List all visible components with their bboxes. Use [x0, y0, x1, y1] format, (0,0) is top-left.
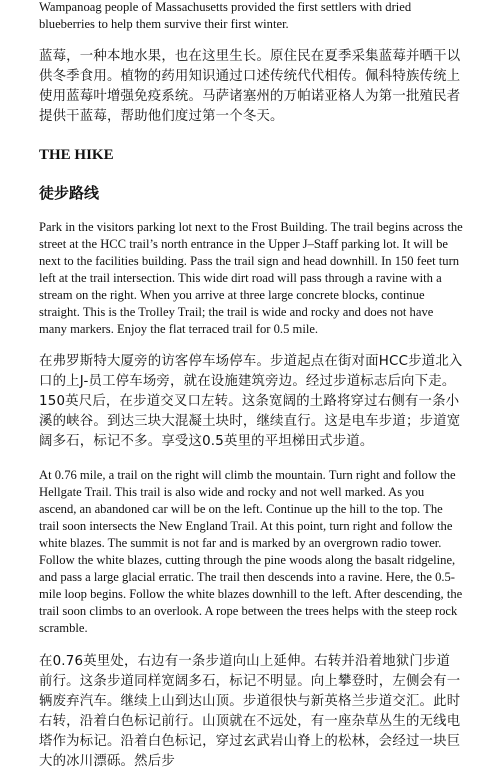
paragraph-blueberry-chinese: 蓝莓，一种本地水果，也在这里生长。原住民在夏季采集蓝莓并晒干以供冬季食用。植物的药用知识通过口述传统代代相传。佩科特族传统上使用蓝莓叶增强免疫系统。马萨诸塞州的万帕诺亚格人为第一批殖民者提供干蓝莓，帮助他们度过第一个冬天。	[39, 49, 461, 124]
paragraph-parking-chinese: 在弗罗斯特大厦旁的访客停车场停车。步道起点在街对面HCC步道北入口的上J-员工停车场旁，就在设施建筑旁边。经过步道标志后向下走。150英尺后，在步道交叉口左转。这条宽阔的土路将穿过右侧有一条小溪的峡谷。到达三块大混凝土块时，继续直行。这是电车步道；步道宽阔多石，标记不多。享受这0.5英里的平坦梯田式步道。	[39, 354, 463, 449]
document-page	[39, 0, 463, 772]
paragraph-parking-english: Park in the visitors parking lot next to the Frost Building. The trail begins across the street at the HCC trail’s north entrance in the Upper J–Staff parking lot. It will be next to the facilities building. Pass the trail sign and head downhill. In 150 feet turn left at the trail intersection. This wide dirt road will pass through a ravine with a stream on the right. When you arrive at three large concrete blocks, continue straight. This is the Trolley Trail; the trail is wide and rocky and does not have many markers. Enjoy the flat terraced trail for 0.5 mile.	[39, 220, 463, 336]
section-heading-the-hike: THE HIKE	[39, 147, 114, 163]
paragraph-hellgate-chinese: 在0.76英里处，右边有一条步道向山上延伸。右转并沿着地狱门步道前行。这条步道同样宽阔多石，标记不明显。向上攀登时，左侧会有一辆废弃汽车。继续上山到达山顶。步道很快与新英格兰步道交汇。此时右转，沿着白色标记前行。山顶就在不远处，有一座杂草丛生的无线电塔作为标记。沿着白色标记，穿过玄武岩山脊上的松林，会经过一块巨大的冰川漂砾。然后步	[39, 654, 461, 769]
paragraph-blueberry-english-end: Wampanoag people of Massachusetts provided the first settlers with dried blueberries to help them survive their first winter.	[39, 0, 412, 31]
section-heading-hike-chinese: 徒步路线	[39, 184, 100, 202]
paragraph-hellgate-english: At 0.76 mile, a trail on the right will climb the mountain. Turn right and follow the Hellgate Trail. This trail is also wide and rocky and not well marked. As you ascend, an abandoned car will be on the left. Continue up the hill to the top. The trail soon intersects the New England Trail. At this point, turn right and follow the white blazes. The summit is not far and is marked by an overgrown radio tower. Follow the white blazes, cutting through the pine woods along the basalt ridgeline, and pass a large glacial erratic. The trail then descends into a ravine. Here, the 0.5-mile loop begins. Follow the white blazes downhill to the left. After descending, the trail soon climbs to an overlook. A rope between the trees helps with the steep rock scramble.	[39, 468, 463, 635]
